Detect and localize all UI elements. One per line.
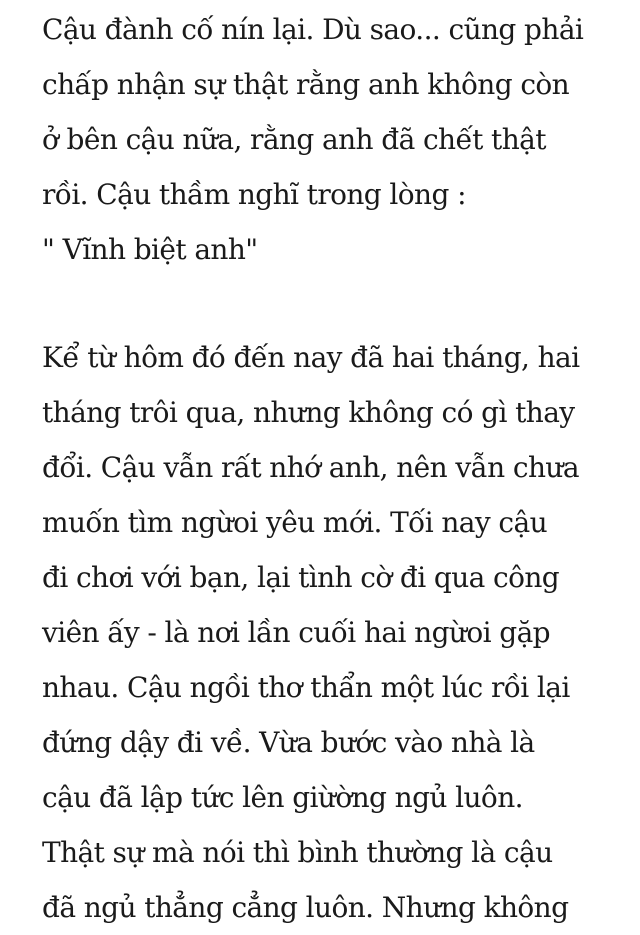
text-line: nhau. Cậu ngồi thơ thẩn một lúc rồi lại <box>42 671 570 704</box>
text-line: tháng trôi qua, nhưng không có gì thay <box>42 396 575 429</box>
text-line: viên ấy - là nơi lần cuối hai ngừoi gặp <box>42 616 550 649</box>
text-line: đi chơi với bạn, lại tình cờ đi qua công <box>42 561 560 594</box>
text-line: cậu đã lập tức lên giừờng ngủ luôn. <box>42 781 523 814</box>
text-line: " Vĩnh biệt anh" <box>42 233 258 266</box>
text-line: đứng dậy đi về. Vừa bước vào nhà là <box>42 726 535 759</box>
text-line: Kể từ hôm đó đến nay đã hai tháng, hai <box>42 341 580 374</box>
text-line: Thật sự mà nói thì bình thường là cậu <box>42 836 553 869</box>
text-line: chấp nhận sự thật rằng anh không còn <box>42 68 570 101</box>
text-line: ở bên cậu nữa, rằng anh đã chết thật <box>42 123 546 156</box>
paragraph-1 <box>42 2 612 277</box>
text-line: muốn tìm ngừoi yêu mới. Tối nay cậu <box>42 506 548 539</box>
text-line: rồi. Cậu thầm nghĩ trong lòng : <box>42 178 466 211</box>
text-line: đổi. Cậu vẫn rất nhớ anh, nên vẫn chưa <box>42 451 579 484</box>
paragraph-2 <box>42 330 612 935</box>
text-line: Cậu đành cố nín lại. Dù sao... cũng phải <box>42 13 584 46</box>
text-line: đã ngủ thẳng cẳng luôn. Nhưng không <box>42 891 569 924</box>
